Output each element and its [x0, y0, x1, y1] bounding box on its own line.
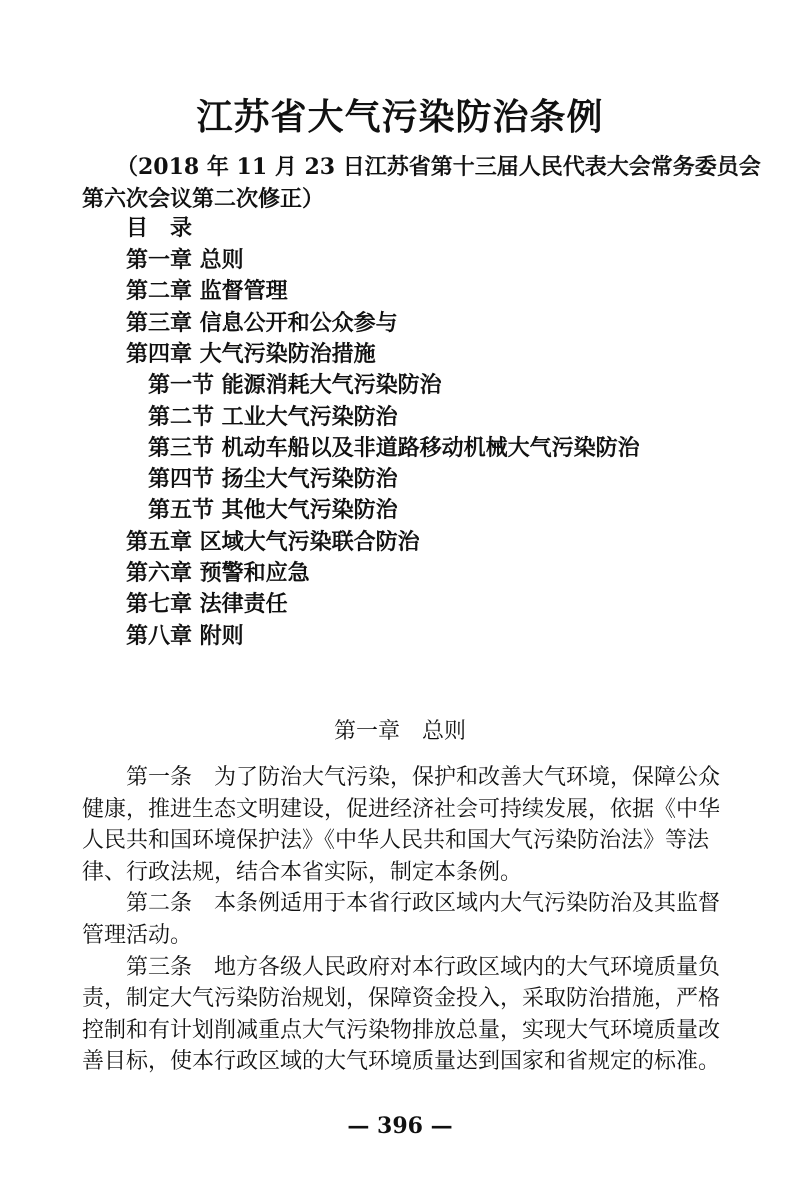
- toc-chapter-item: 第八章 附则: [126, 623, 244, 649]
- toc-chapter-item: 第四章 大气污染防治措施: [126, 341, 376, 367]
- toc-chapter-item: 第五章 区域大气污染联合防治: [126, 529, 420, 555]
- article-line: 善目标，使本行政区域的大气环境质量达到国家和省规定的标准。: [82, 1049, 721, 1074]
- article-line: 控制和有计划削减重点大气污染物排放总量，实现大气环境质量改: [82, 1018, 721, 1043]
- revision-note-line-1: （2018 年 11 月 23 日江苏省第十三届人民代表大会常务委员会: [116, 154, 761, 180]
- toc-chapter-item: 第六章 预警和应急: [126, 560, 310, 586]
- article-line: 管理活动。: [82, 923, 193, 948]
- toc-section-item: 第三节 机动车船以及非道路移动机械大气污染防治: [148, 435, 640, 461]
- toc-section-item: 第五节 其他大气污染防治: [148, 497, 398, 523]
- article-line: 人民共和国环境保护法》《中华人民共和国大气污染防治法》等法: [82, 828, 710, 853]
- toc-chapter-item: 第一章 总则: [126, 247, 244, 273]
- toc-heading: 目 录: [126, 215, 193, 241]
- document-title: 江苏省大气污染防治条例: [196, 96, 604, 138]
- page-number: — 396 —: [347, 1113, 453, 1139]
- article-line: 第三条 地方各级人民政府对本行政区域内的大气环境质量负: [126, 955, 721, 980]
- article-line: 第二条 本条例适用于本省行政区域内大气污染防治及其监督: [126, 891, 721, 916]
- toc-chapter-item: 第二章 监督管理: [126, 278, 288, 304]
- article-line: 责，制定大气污染防治规划，保障资金投入，采取防治措施，严格: [82, 986, 721, 1011]
- revision-note-line-2: 第六次会议第二次修正）: [82, 186, 325, 212]
- toc-chapter-item: 第三章 信息公开和公众参与: [126, 310, 398, 336]
- article-line: 律、行政法规，结合本省实际，制定本条例。: [82, 860, 523, 885]
- article-line: 第一条 为了防治大气污染，保护和改善大气环境，保障公众: [126, 765, 721, 790]
- article-line: 健康，推进生态文明建设，促进经济社会可持续发展，依据《中华: [82, 797, 721, 822]
- chapter-heading: 第一章 总则: [333, 719, 466, 744]
- toc-section-item: 第一节 能源消耗大气污染防治: [148, 372, 442, 398]
- toc-chapter-item: 第七章 法律责任: [126, 591, 288, 617]
- toc-section-item: 第二节 工业大气污染防治: [148, 404, 398, 430]
- toc-section-item: 第四节 扬尘大气污染防治: [148, 466, 398, 492]
